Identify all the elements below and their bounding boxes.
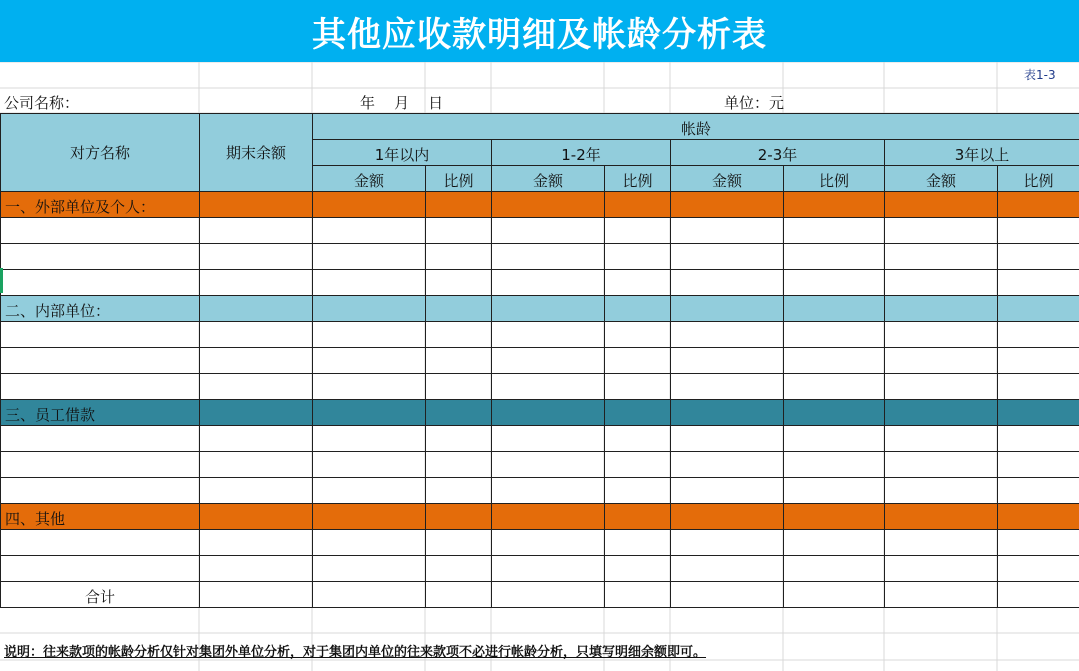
table-number[interactable]: 表1-3 xyxy=(1024,68,1056,82)
table-row[interactable] xyxy=(1,270,1079,296)
header-amount[interactable]: 金额 xyxy=(671,166,784,192)
header-amount[interactable]: 金额 xyxy=(492,166,605,192)
header-bucket-3[interactable]: 2-3年 xyxy=(671,140,885,166)
table-row[interactable] xyxy=(1,530,1079,556)
section-row-employee-loans[interactable] xyxy=(1,400,1079,426)
header-ratio[interactable]: 比例 xyxy=(998,166,1079,192)
table-row[interactable] xyxy=(1,348,1079,374)
table-row[interactable] xyxy=(1,244,1079,270)
section-row-internal[interactable] xyxy=(1,296,1079,322)
section-row-other[interactable] xyxy=(1,504,1079,530)
header-aging[interactable]: 帐龄 xyxy=(313,114,1079,140)
footnote[interactable]: 说明：往来款项的帐龄分析仅针对集团外单位分析，对于集团内单位的往来款项不必进行帐龄分析，只填写明细余额即可。 xyxy=(4,645,707,660)
header-ratio[interactable]: 比例 xyxy=(784,166,885,192)
receivables-aging-table xyxy=(0,113,1079,608)
table-row[interactable] xyxy=(1,322,1079,348)
date-label[interactable]: 年 月 日 xyxy=(360,94,444,112)
header-ratio[interactable]: 比例 xyxy=(605,166,671,192)
section-label[interactable]: 一、外部单位及个人： xyxy=(1,192,200,218)
header-ratio[interactable]: 比例 xyxy=(426,166,492,192)
total-row[interactable] xyxy=(1,582,1079,608)
section-row-external[interactable] xyxy=(1,192,1079,218)
header-ending-balance[interactable]: 期末余额 xyxy=(200,114,313,192)
header-bucket-1[interactable]: 1年以内 xyxy=(313,140,492,166)
header-counterparty[interactable]: 对方名称 xyxy=(1,114,200,192)
header-amount[interactable]: 金额 xyxy=(313,166,426,192)
header-amount[interactable]: 金额 xyxy=(885,166,998,192)
table-row[interactable] xyxy=(1,218,1079,244)
table-row[interactable] xyxy=(1,452,1079,478)
table-row[interactable] xyxy=(1,426,1079,452)
section-label[interactable]: 三、员工借款 xyxy=(1,400,200,426)
table-row[interactable] xyxy=(1,556,1079,582)
company-name-label[interactable]: 公司名称： xyxy=(4,94,80,112)
header-bucket-4[interactable]: 3年以上 xyxy=(885,140,1079,166)
row-selection-marker xyxy=(0,268,3,293)
section-label[interactable]: 二、内部单位： xyxy=(1,296,200,322)
total-label[interactable]: 合计 xyxy=(1,582,200,608)
sheet-title[interactable]: 其他应收款明细及帐龄分析表 xyxy=(0,1,1079,62)
table-row[interactable] xyxy=(1,478,1079,504)
table-row[interactable] xyxy=(1,374,1079,400)
header-bucket-2[interactable]: 1-2年 xyxy=(492,140,671,166)
unit-label[interactable]: 单位：元 xyxy=(724,94,785,112)
section-label[interactable]: 四、其他 xyxy=(1,504,200,530)
